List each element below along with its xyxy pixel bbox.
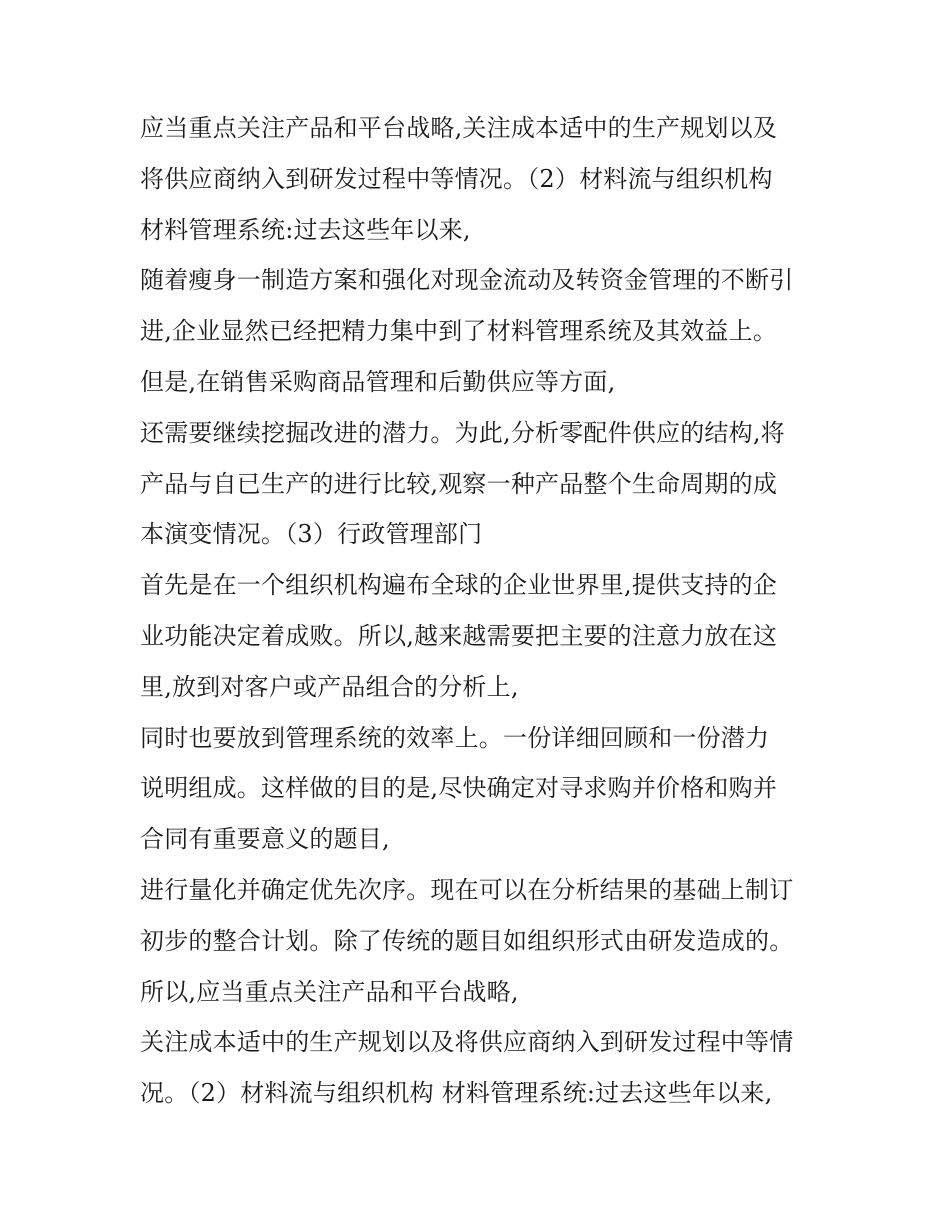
text-line: 进,企业显然已经把精力集中到了材料管理系统及其效益上。 [140, 317, 778, 346]
text-line: 本演变情况。（3）行政管理部门 [140, 520, 483, 549]
text-line: 所以,应当重点关注产品和平台战略, [140, 977, 519, 1006]
text-line: 初步的整合计划。除了传统的题目如组织形式由研发造成的。 [140, 926, 794, 955]
text-line: 说明组成。这样做的目的是,尽快确定对寻求购并价格和购并 [140, 774, 778, 803]
text-line: 产品与自已生产的进行比较,观察一种产品整个生命周期的成 [140, 469, 778, 498]
text-line: 进行量化并确定优先次序。现在可以在分析结果的基础上制订 [140, 875, 794, 904]
text-line: 合同有重要意义的题目, [140, 825, 390, 854]
text-line: 将供应商纳入到研发过程中等情况。（2）材料流与组织机构 [140, 164, 773, 193]
text-line: 况。（2）材料流与组织机构 材料管理系统:过去这些年以来, [140, 1079, 773, 1108]
text-line: 还需要继续挖掘改进的潜力。为此,分析零配件供应的结构,将 [140, 418, 785, 447]
text-line: 但是,在销售采购商品管理和后勤供应等方面, [140, 367, 616, 396]
document-body [140, 103, 840, 1119]
text-line: 同时也要放到管理系统的效率上。一份详细回顾和一份潜力 [140, 723, 770, 752]
text-line: 应当重点关注产品和平台战略,关注成本适中的生产规划以及 [140, 114, 778, 142]
text-line: 随着瘦身一制造方案和强化对现金流动及转资金管理的不断引 [140, 266, 794, 295]
text-line: 首先是在一个组织机构遍布全球的企业世界里,提供支持的企 [140, 571, 778, 600]
text-line: 里,放到对客户或产品组合的分析上, [140, 672, 519, 701]
text-line: 业功能决定着成败。所以,越来越需要把主要的注意力放在这 [140, 621, 778, 650]
text-line: 关注成本适中的生产规划以及将供应商纳入到研发过程中等情 [140, 1028, 794, 1057]
text-line: 材料管理系统:过去这些年以来, [140, 215, 471, 244]
